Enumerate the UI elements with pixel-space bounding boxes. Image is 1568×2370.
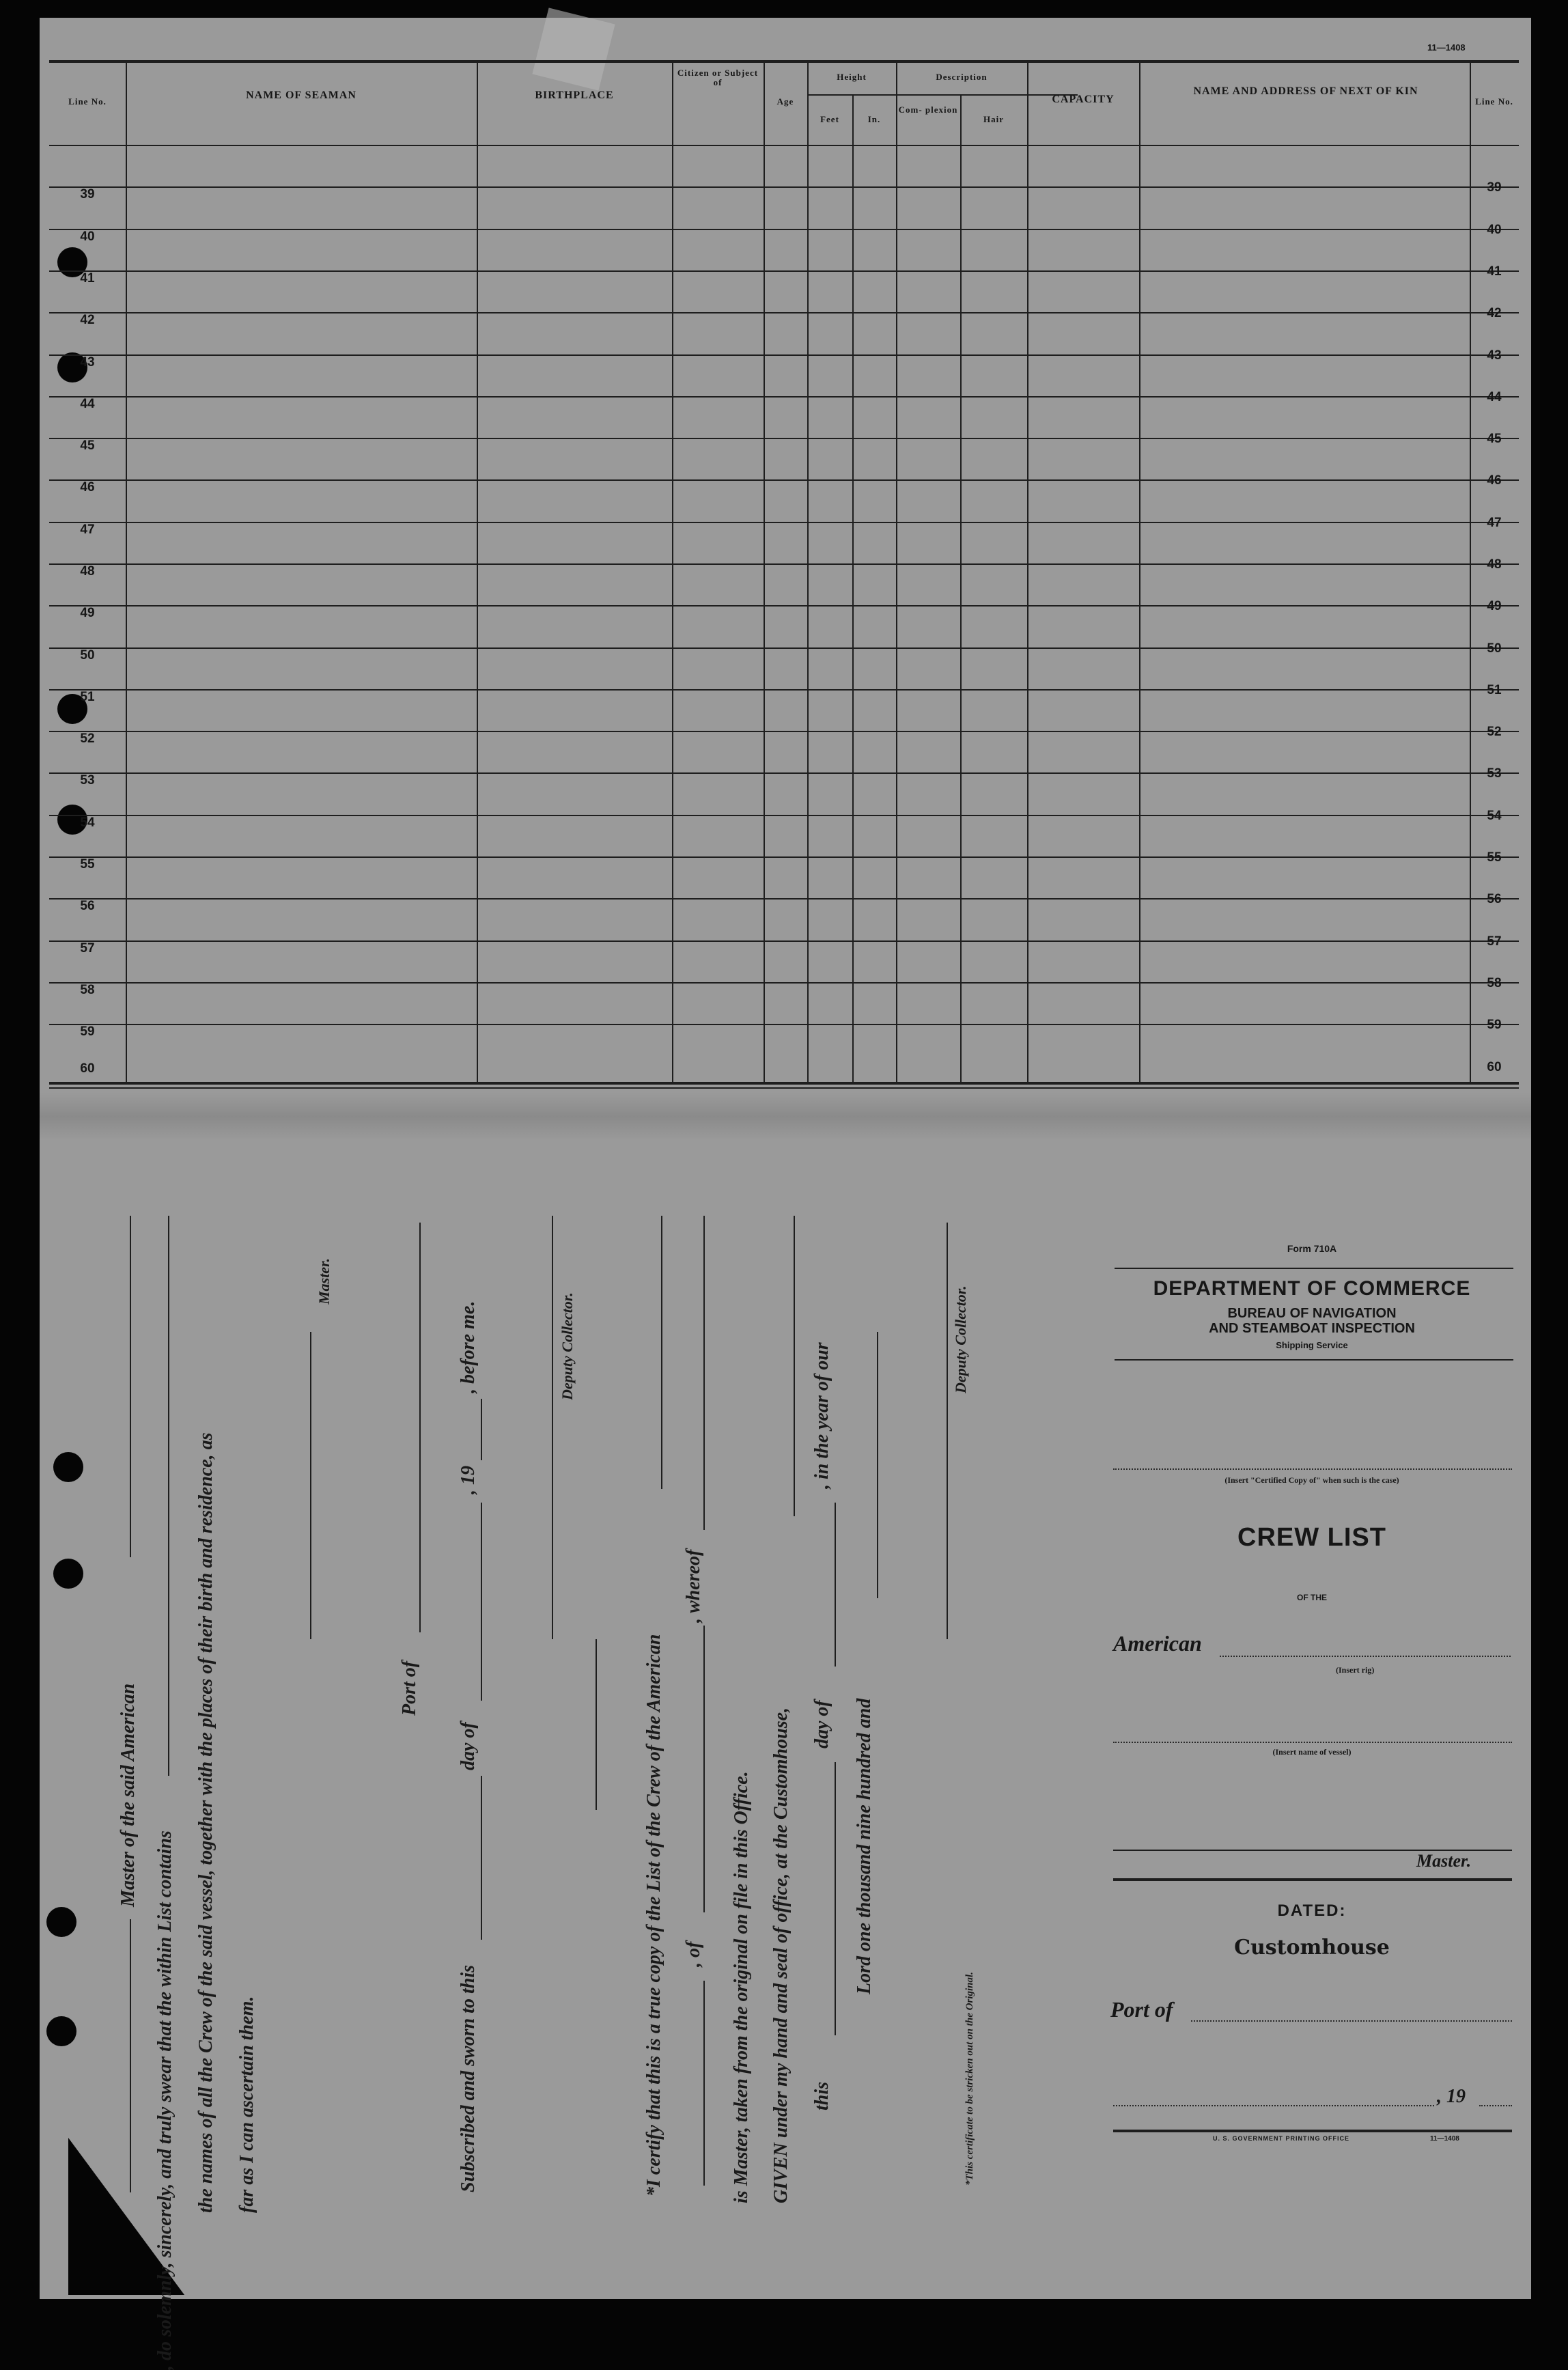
certified-copy-field[interactable]: [1113, 1468, 1512, 1470]
col-rule: [852, 94, 854, 1085]
row-rule: [49, 731, 1519, 732]
line-number: 51: [80, 690, 95, 704]
header-line-no: Line No.: [68, 96, 107, 107]
line-number-right: 44: [1487, 390, 1502, 404]
row-rule: [49, 270, 1519, 272]
oath-lord: Lord one thousand nine hundred and: [854, 1698, 875, 1994]
row-rule: [49, 396, 1519, 398]
bureau-line-2: AND STEAMBOAT INSPECTION: [1209, 1321, 1415, 1336]
line-number-right: 54: [1487, 809, 1502, 823]
bureau-line-1: BUREAU OF NAVIGATION: [1227, 1306, 1397, 1321]
row-rule: [49, 479, 1519, 481]
row-rule: [49, 354, 1519, 356]
cover-panel: [1110, 1243, 1513, 2151]
blank-line: [703, 1216, 705, 1530]
header-line-no-right: Line No.: [1475, 96, 1513, 107]
row-rule: [49, 186, 1519, 188]
row-rule: [49, 563, 1519, 565]
header-age: Age: [776, 96, 794, 107]
line-number: 41: [80, 271, 95, 285]
shipping-service: Shipping Service: [1276, 1340, 1348, 1350]
oath-names: the names of all the Crew of the said vessel, together with the places of their birth and residence, as: [195, 1432, 216, 2213]
crew-list-title: CREW LIST: [1237, 1523, 1386, 1552]
header-citizen: Citizen or Subject of: [677, 68, 759, 87]
table-top-rule: [49, 60, 1519, 63]
line-number-right: 39: [1487, 180, 1502, 195]
row-rule: [49, 689, 1519, 691]
master-label: Master.: [1416, 1851, 1472, 1871]
line-number-right: 59: [1487, 1018, 1502, 1032]
header-description: Description: [936, 72, 988, 82]
master-signature-line: [310, 1332, 311, 1639]
header-complexion: Com- plexion: [898, 104, 958, 115]
line-number: 39: [80, 187, 95, 201]
blank-line: [130, 1919, 131, 2192]
line-number: 57: [80, 941, 95, 956]
oath-year: , 19: [458, 1466, 479, 1494]
oath-given: GIVEN under my hand and seal of office, at the Customhouse,: [770, 1707, 792, 2203]
oath-in-the-year: , in the year of our: [811, 1342, 832, 1489]
line-number-right: 49: [1487, 599, 1502, 613]
line-number-right: 42: [1487, 306, 1502, 320]
line-number: 58: [80, 983, 95, 997]
vessel-name-field[interactable]: [1113, 1742, 1512, 1743]
blank-line: [481, 1776, 482, 1940]
blank-line: [835, 1762, 836, 2035]
header-height: Height: [837, 72, 867, 82]
punch-hole: [53, 1559, 83, 1589]
deputy-collector-signature-line-2: [947, 1223, 948, 1639]
line-number: 53: [80, 773, 95, 787]
row-rule: [49, 605, 1519, 607]
line-number-right: 46: [1487, 473, 1502, 488]
row-rule: [49, 982, 1519, 984]
oath-master-of: Master of the said American: [117, 1683, 139, 1907]
port-field[interactable]: [1191, 2020, 1512, 2022]
header-bottom-rule: [49, 145, 1519, 146]
row-rule: [49, 438, 1519, 439]
table-bottom-rule-2: [49, 1087, 1519, 1089]
row-rule: [49, 312, 1519, 313]
col-rule: [807, 60, 809, 1085]
row-rule: [49, 772, 1519, 774]
punch-hole: [53, 1452, 83, 1482]
cover-rule: [1115, 1359, 1513, 1361]
punch-hole: [46, 2016, 76, 2046]
header-capacity: CAPACITY: [1052, 94, 1115, 105]
line-number: 60: [80, 1061, 95, 1076]
deputy-collector-label-2: Deputy Collector.: [952, 1285, 969, 1393]
oath-this: this: [811, 2081, 832, 2110]
row-rule: [49, 815, 1519, 816]
header-hair: Hair: [983, 114, 1004, 124]
oath-port-of: Port of: [399, 1660, 420, 1716]
blank-line: [419, 1223, 421, 1632]
blank-line: [703, 1981, 705, 2186]
department-title: DEPARTMENT OF COMMERCE: [1153, 1277, 1471, 1300]
certificate-footnote: *This certificate to be stricken out on the Original.: [964, 1972, 975, 2186]
customhouse-label: Customhouse: [1234, 1936, 1390, 1960]
line-number: 49: [80, 606, 95, 620]
master-signature-label: Master.: [316, 1258, 333, 1305]
blank-line: [835, 1503, 836, 1667]
line-number-right: 57: [1487, 934, 1502, 949]
blank-line: [794, 1216, 795, 1516]
line-number: 42: [80, 313, 95, 327]
line-number: 50: [80, 648, 95, 663]
row-rule: [49, 522, 1519, 523]
certified-copy-note: (Insert "Certified Copy of" when such is the case): [1224, 1475, 1399, 1485]
line-number: 55: [80, 857, 95, 872]
blank-line: [481, 1399, 482, 1460]
line-number-right: 53: [1487, 766, 1502, 781]
line-number-right: 51: [1487, 683, 1502, 697]
printing-office: U. S. GOVERNMENT PRINTING OFFICE: [1213, 2135, 1350, 2142]
of-the-label: OF THE: [1297, 1593, 1327, 1602]
line-number: 59: [80, 1024, 95, 1039]
col-rule: [1139, 60, 1140, 1085]
cover-rule: [1115, 1268, 1513, 1269]
cover-rule: [1113, 1878, 1512, 1881]
line-number-right: 52: [1487, 725, 1502, 739]
line-number-right: 55: [1487, 850, 1502, 865]
insert-vessel-note: (Insert name of vessel): [1272, 1747, 1352, 1757]
col-rule: [672, 60, 673, 1085]
oath-whereof: , whereof: [683, 1549, 704, 1623]
punch-hole: [46, 1907, 76, 1937]
form-number: Form 710A: [1287, 1243, 1337, 1254]
row-rule: [49, 647, 1519, 649]
line-number: 47: [80, 522, 95, 537]
cover-bottom-rule: [1113, 2130, 1512, 2132]
col-rule: [1470, 60, 1471, 1085]
col-rule: [960, 94, 962, 1085]
blank-line: [130, 1216, 131, 1557]
col-rule: [1027, 60, 1028, 1085]
blank-line: [661, 1216, 662, 1489]
oath-solemnly: , do solemnly, sincerely, and truly swear that the within List contains: [154, 1830, 176, 2370]
line-number-right: 58: [1487, 976, 1502, 990]
blank-line: [877, 1332, 878, 1598]
row-rule: [49, 898, 1519, 900]
seal-line: [596, 1639, 597, 1810]
line-number: 44: [80, 397, 95, 411]
row-rule: [49, 856, 1519, 858]
col-rule: [764, 60, 765, 1085]
crew-table: [49, 60, 1519, 1089]
line-number-right: 48: [1487, 557, 1502, 572]
line-number-right: 41: [1487, 264, 1502, 279]
line-number-right: 45: [1487, 432, 1502, 446]
col-rule: [126, 60, 127, 1085]
line-number: 56: [80, 899, 95, 913]
paper-fold-shadow: [40, 1093, 1531, 1141]
blank-line: [168, 1216, 169, 1776]
date-field[interactable]: [1113, 2105, 1434, 2106]
port-of-label: Port of: [1110, 1997, 1173, 2022]
line-number: 52: [80, 731, 95, 746]
col-rule: [477, 60, 478, 1085]
header-next-of-kin: NAME AND ADDRESS OF NEXT OF KIN: [1193, 85, 1418, 97]
line-number: 54: [80, 815, 95, 830]
header-birthplace: BIRTHPLACE: [535, 89, 614, 101]
year-19-label: , 19: [1437, 2086, 1466, 2107]
line-number: 43: [80, 355, 95, 370]
certify-text: *I certify that this is a true copy of the List of the Crew of the American: [643, 1634, 664, 2197]
line-number-right: 47: [1487, 516, 1502, 530]
line-number-right: 50: [1487, 641, 1502, 656]
deputy-collector-signature-line: [552, 1216, 553, 1639]
line-number-right: 60: [1487, 1060, 1502, 1074]
line-number: 40: [80, 229, 95, 244]
header-inches: In.: [867, 114, 881, 124]
oath-far-as: far as I can ascertain them.: [236, 1996, 257, 2213]
line-number: 45: [80, 438, 95, 453]
line-number-right: 56: [1487, 892, 1502, 906]
american-label: American: [1113, 1631, 1202, 1656]
oath-day-of: day of: [458, 1722, 479, 1770]
oath-is-master: is Master, taken from the original on file in this Office.: [731, 1771, 752, 2203]
oath-day-of-2: day of: [811, 1700, 832, 1748]
col-rule: [896, 60, 897, 1085]
blank-line: [481, 1503, 482, 1701]
header-name-of-seaman: NAME OF SEAMAN: [246, 89, 356, 101]
form-number-top: 11—1408: [1427, 42, 1466, 53]
blank-line: [703, 1626, 705, 1912]
oath-of: , of: [683, 1941, 704, 1967]
row-rule: [49, 1024, 1519, 1025]
rig-field[interactable]: [1220, 1656, 1511, 1657]
line-number: 48: [80, 564, 95, 578]
table-bottom-rule: [49, 1082, 1519, 1085]
oath-subscribed: Subscribed and sworn to this: [458, 1965, 479, 2192]
deputy-collector-label-1: Deputy Collector.: [559, 1292, 576, 1400]
line-number: 46: [80, 480, 95, 494]
insert-rig-note: (Insert rig): [1336, 1665, 1375, 1675]
oath-before-me: , before me.: [458, 1300, 479, 1393]
line-number-right: 40: [1487, 223, 1502, 237]
year-field[interactable]: [1479, 2105, 1512, 2106]
row-rule: [49, 229, 1519, 230]
line-number-right: 43: [1487, 348, 1502, 363]
row-rule: [49, 940, 1519, 942]
dated-label: DATED:: [1277, 1901, 1347, 1920]
printing-office-number: 11—1408: [1430, 2135, 1459, 2143]
header-feet: Feet: [820, 114, 839, 124]
